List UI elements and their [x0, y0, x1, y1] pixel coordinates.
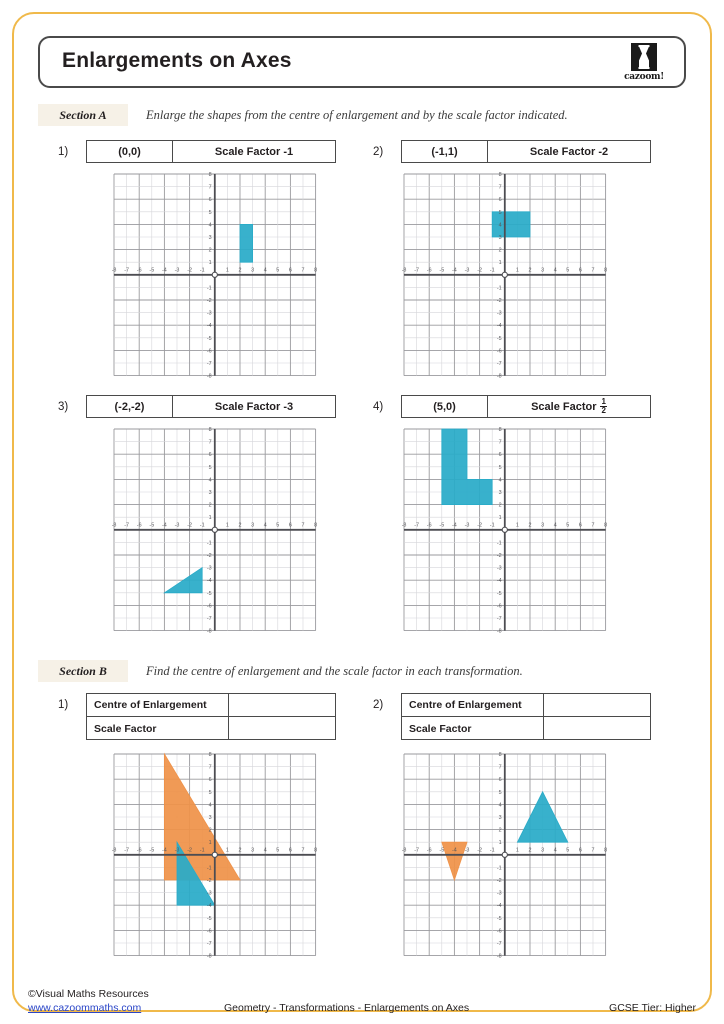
- svg-text:-6: -6: [426, 267, 432, 274]
- svg-text:-6: -6: [426, 522, 432, 529]
- question-number-a2: 2): [373, 146, 384, 158]
- svg-text:-2: -2: [206, 877, 212, 884]
- svg-text:6: 6: [578, 267, 582, 274]
- svg-text:2: 2: [498, 247, 502, 254]
- svg-text:-1: -1: [199, 847, 205, 854]
- svg-text:4: 4: [553, 522, 557, 529]
- footer: [28, 988, 696, 1018]
- svg-text:3: 3: [251, 267, 255, 274]
- svg-text:-4: -4: [452, 522, 457, 529]
- svg-text:3: 3: [251, 522, 255, 529]
- question-number-a3: 3): [58, 401, 69, 413]
- cazoom-vase-icon: [631, 43, 657, 71]
- svg-text:-5: -5: [496, 590, 502, 597]
- centre-of-enlargement-answer-b2[interactable]: [544, 694, 650, 716]
- svg-text:-1: -1: [496, 865, 502, 872]
- svg-text:-1: -1: [206, 540, 212, 547]
- svg-text:-3: -3: [464, 522, 470, 529]
- svg-text:2: 2: [208, 502, 212, 509]
- svg-text:2: 2: [208, 827, 212, 834]
- svg-text:-4: -4: [162, 847, 167, 854]
- svg-text:8: 8: [498, 172, 502, 178]
- svg-text:1: 1: [515, 522, 519, 529]
- footer-topic: Geometry - Transformations - Enlargements on Axes: [224, 1002, 470, 1014]
- section-b-header: [38, 660, 686, 682]
- svg-text:1: 1: [208, 260, 212, 267]
- svg-text:-8: -8: [402, 847, 407, 854]
- svg-text:-3: -3: [496, 310, 502, 317]
- footer-copyright: ©Visual Maths Resources: [28, 988, 149, 1000]
- svg-text:-4: -4: [496, 903, 502, 910]
- svg-text:-1: -1: [496, 540, 502, 547]
- svg-text:-3: -3: [496, 565, 502, 572]
- svg-text:7: 7: [301, 522, 305, 529]
- svg-text:-8: -8: [112, 847, 117, 854]
- svg-text:8: 8: [314, 847, 318, 854]
- svg-text:-7: -7: [124, 847, 129, 854]
- grid-b2[interactable]: [402, 752, 608, 958]
- svg-text:-3: -3: [174, 267, 180, 274]
- svg-text:7: 7: [301, 267, 305, 274]
- svg-text:2: 2: [238, 847, 242, 854]
- svg-text:2: 2: [238, 522, 242, 529]
- svg-text:8: 8: [314, 522, 318, 529]
- svg-text:7: 7: [208, 439, 212, 446]
- scale-factor-answer-b2[interactable]: [544, 717, 650, 740]
- svg-text:4: 4: [208, 802, 212, 809]
- svg-text:-7: -7: [124, 522, 129, 529]
- grid-a2[interactable]: [402, 172, 608, 378]
- svg-text:-2: -2: [187, 522, 192, 529]
- svg-text:7: 7: [498, 184, 502, 191]
- svg-text:-7: -7: [206, 360, 212, 367]
- svg-text:-3: -3: [206, 565, 212, 572]
- svg-text:-8: -8: [402, 267, 407, 274]
- grid-a1[interactable]: [112, 172, 318, 378]
- svg-text:6: 6: [578, 847, 582, 854]
- svg-text:-6: -6: [136, 847, 142, 854]
- svg-text:1: 1: [515, 267, 519, 274]
- svg-text:7: 7: [208, 184, 212, 191]
- centre-of-enlargement-a2: (-1,1): [402, 141, 488, 162]
- svg-text:2: 2: [498, 827, 502, 834]
- svg-text:1: 1: [515, 847, 519, 854]
- svg-text:-4: -4: [206, 323, 212, 330]
- svg-text:-8: -8: [496, 373, 502, 378]
- svg-text:2: 2: [528, 522, 532, 529]
- svg-text:3: 3: [498, 814, 502, 821]
- svg-text:3: 3: [498, 489, 502, 496]
- svg-text:-5: -5: [149, 847, 155, 854]
- svg-text:-6: -6: [206, 928, 212, 935]
- centre-of-enlargement-a1: (0,0): [87, 141, 173, 162]
- svg-text:-5: -5: [439, 267, 445, 274]
- centre-of-enlargement-answer-b1[interactable]: [229, 694, 335, 716]
- svg-text:-6: -6: [136, 267, 142, 274]
- scale-factor-a4: [488, 396, 650, 417]
- svg-text:1: 1: [498, 260, 502, 267]
- svg-text:-2: -2: [477, 267, 482, 274]
- answer-table-b1: [86, 693, 336, 740]
- svg-text:7: 7: [591, 267, 595, 274]
- svg-text:-6: -6: [496, 928, 502, 935]
- section-a-tag: Section A: [38, 104, 128, 126]
- svg-text:-4: -4: [496, 578, 502, 585]
- svg-text:-5: -5: [149, 522, 155, 529]
- svg-text:4: 4: [498, 802, 502, 809]
- svg-text:3: 3: [208, 489, 212, 496]
- section-b-description: Find the centre of enlargement and the scale factor in each transformation.: [146, 663, 523, 678]
- logo-wordmark: cazoom!: [624, 72, 664, 82]
- svg-text:-8: -8: [496, 628, 502, 633]
- table-row: [87, 717, 335, 740]
- svg-text:8: 8: [604, 847, 608, 854]
- svg-text:-8: -8: [206, 373, 212, 378]
- svg-text:-7: -7: [414, 267, 419, 274]
- scale-factor-a2: Scale Factor -2: [529, 145, 609, 158]
- svg-text:-4: -4: [452, 847, 457, 854]
- svg-text:-2: -2: [496, 297, 502, 304]
- scale-factor-a4-fraction: [600, 398, 606, 415]
- svg-text:-5: -5: [206, 590, 212, 597]
- svg-text:-4: -4: [206, 578, 212, 585]
- question-header-a2: [401, 140, 651, 163]
- svg-text:7: 7: [591, 522, 595, 529]
- svg-text:-3: -3: [174, 522, 180, 529]
- svg-text:-2: -2: [187, 847, 192, 854]
- svg-text:-7: -7: [206, 615, 212, 622]
- question-header-a1: [86, 140, 336, 163]
- svg-text:-1: -1: [206, 865, 212, 872]
- svg-text:2: 2: [528, 267, 532, 274]
- svg-text:-5: -5: [149, 267, 155, 274]
- svg-text:3: 3: [498, 234, 502, 241]
- svg-text:3: 3: [541, 522, 545, 529]
- svg-text:-1: -1: [206, 285, 212, 292]
- centre-of-enlargement-a3: (-2,-2): [87, 396, 173, 417]
- question-number-b1: 1): [58, 699, 69, 711]
- svg-text:6: 6: [288, 847, 292, 854]
- centre-of-enlargement-label-b1: Centre of Enlargement: [87, 694, 229, 716]
- svg-text:-3: -3: [206, 890, 212, 897]
- scale-factor-a3: Scale Factor -3: [214, 400, 294, 413]
- svg-text:-2: -2: [206, 297, 212, 304]
- svg-text:-5: -5: [439, 847, 445, 854]
- svg-text:8: 8: [498, 752, 502, 758]
- svg-text:-4: -4: [162, 267, 167, 274]
- svg-text:-1: -1: [199, 267, 205, 274]
- svg-text:7: 7: [498, 764, 502, 771]
- svg-text:1: 1: [225, 522, 229, 529]
- svg-text:-2: -2: [496, 552, 502, 559]
- svg-text:8: 8: [604, 522, 608, 529]
- svg-text:5: 5: [498, 789, 502, 796]
- grid-b1[interactable]: [112, 752, 318, 958]
- svg-text:6: 6: [498, 452, 502, 459]
- question-number-a1: 1): [58, 146, 69, 158]
- svg-text:3: 3: [541, 847, 545, 854]
- svg-text:6: 6: [288, 267, 292, 274]
- svg-text:3: 3: [208, 234, 212, 241]
- svg-text:-2: -2: [496, 877, 502, 884]
- svg-text:-5: -5: [206, 335, 212, 342]
- svg-text:7: 7: [498, 439, 502, 446]
- svg-text:-8: -8: [402, 522, 407, 529]
- grid-a3[interactable]: [112, 427, 318, 633]
- svg-text:-7: -7: [414, 847, 419, 854]
- svg-text:5: 5: [276, 267, 280, 274]
- svg-text:4: 4: [553, 267, 557, 274]
- svg-text:8: 8: [604, 267, 608, 274]
- svg-text:-3: -3: [464, 267, 470, 274]
- svg-text:-2: -2: [477, 847, 482, 854]
- scale-factor-label-b2: Scale Factor: [402, 717, 544, 740]
- svg-text:-6: -6: [206, 348, 212, 355]
- footer-tier: GCSE Tier: Higher: [609, 1002, 696, 1014]
- svg-text:5: 5: [498, 464, 502, 471]
- svg-text:5: 5: [498, 209, 502, 216]
- question-number-b2: 2): [373, 699, 384, 711]
- svg-text:7: 7: [301, 847, 305, 854]
- svg-text:2: 2: [528, 847, 532, 854]
- svg-text:5: 5: [208, 464, 212, 471]
- svg-text:6: 6: [208, 452, 212, 459]
- svg-text:5: 5: [276, 847, 280, 854]
- fraction-denominator: 2: [601, 406, 606, 415]
- svg-text:-8: -8: [112, 267, 117, 274]
- svg-text:5: 5: [276, 522, 280, 529]
- svg-text:-4: -4: [496, 323, 502, 330]
- svg-text:2: 2: [238, 267, 242, 274]
- title-bar: [38, 36, 686, 88]
- svg-text:3: 3: [251, 847, 255, 854]
- svg-text:-3: -3: [496, 890, 502, 897]
- svg-text:4: 4: [263, 522, 267, 529]
- svg-text:-8: -8: [112, 522, 117, 529]
- svg-text:-7: -7: [124, 267, 129, 274]
- svg-text:6: 6: [208, 197, 212, 204]
- svg-text:6: 6: [288, 522, 292, 529]
- question-header-a4: [401, 395, 651, 418]
- svg-text:-5: -5: [496, 915, 502, 922]
- answer-table-b2: [401, 693, 651, 740]
- svg-text:-7: -7: [496, 615, 502, 622]
- svg-text:4: 4: [208, 222, 212, 229]
- footer-website-link[interactable]: www.cazoommaths.com: [28, 1002, 142, 1014]
- fraction-numerator: 1: [601, 397, 606, 406]
- svg-text:-3: -3: [206, 310, 212, 317]
- svg-text:4: 4: [498, 477, 502, 484]
- svg-text:8: 8: [208, 427, 212, 433]
- svg-text:-7: -7: [496, 360, 502, 367]
- scale-factor-a4-text: Scale Factor: [531, 400, 597, 413]
- centre-of-enlargement-a4: (5,0): [402, 396, 488, 417]
- table-row: [402, 694, 650, 717]
- svg-text:-4: -4: [162, 522, 167, 529]
- svg-text:-3: -3: [464, 847, 470, 854]
- svg-text:1: 1: [208, 515, 212, 522]
- svg-text:-4: -4: [206, 903, 212, 910]
- svg-text:-5: -5: [206, 915, 212, 922]
- centre-of-enlargement-label-b2: Centre of Enlargement: [402, 694, 544, 716]
- svg-text:4: 4: [498, 222, 502, 229]
- svg-text:-8: -8: [496, 953, 502, 958]
- svg-text:1: 1: [498, 515, 502, 522]
- svg-text:-1: -1: [489, 267, 495, 274]
- svg-text:-4: -4: [452, 267, 457, 274]
- svg-text:5: 5: [208, 789, 212, 796]
- svg-text:1: 1: [225, 267, 229, 274]
- svg-text:-1: -1: [199, 522, 205, 529]
- grid-a4[interactable]: [402, 427, 608, 633]
- svg-text:4: 4: [553, 847, 557, 854]
- svg-text:-7: -7: [496, 940, 502, 947]
- svg-text:7: 7: [591, 847, 595, 854]
- section-b-tag: Section B: [38, 660, 128, 682]
- svg-text:1: 1: [208, 840, 212, 847]
- svg-text:1: 1: [225, 847, 229, 854]
- teal-rectangle: [240, 224, 253, 262]
- cazoom-logo: [616, 43, 672, 85]
- svg-text:-2: -2: [206, 552, 212, 559]
- svg-text:7: 7: [208, 764, 212, 771]
- svg-text:3: 3: [541, 267, 545, 274]
- svg-text:-8: -8: [206, 628, 212, 633]
- table-row: [87, 694, 335, 717]
- svg-text:3: 3: [208, 814, 212, 821]
- svg-text:-1: -1: [489, 847, 495, 854]
- svg-text:6: 6: [498, 777, 502, 784]
- svg-text:-1: -1: [489, 522, 495, 529]
- svg-text:5: 5: [566, 847, 570, 854]
- section-a-header: [38, 104, 686, 126]
- svg-text:6: 6: [208, 777, 212, 784]
- svg-text:1: 1: [498, 840, 502, 847]
- svg-text:2: 2: [498, 502, 502, 509]
- svg-text:5: 5: [566, 267, 570, 274]
- svg-text:-3: -3: [174, 847, 180, 854]
- scale-factor-label-b1: Scale Factor: [87, 717, 229, 740]
- svg-text:-2: -2: [187, 267, 192, 274]
- page-title: Enlargements on Axes: [62, 49, 292, 72]
- svg-text:5: 5: [566, 522, 570, 529]
- svg-text:4: 4: [263, 847, 267, 854]
- svg-text:4: 4: [263, 267, 267, 274]
- svg-text:6: 6: [498, 197, 502, 204]
- question-number-a4: 4): [373, 401, 384, 413]
- svg-text:-6: -6: [496, 603, 502, 610]
- svg-text:-6: -6: [206, 603, 212, 610]
- svg-text:-6: -6: [136, 522, 142, 529]
- svg-text:-2: -2: [477, 522, 482, 529]
- svg-text:8: 8: [208, 172, 212, 178]
- svg-text:-8: -8: [206, 953, 212, 958]
- table-row: [402, 717, 650, 740]
- svg-text:-5: -5: [439, 522, 445, 529]
- svg-text:2: 2: [208, 247, 212, 254]
- svg-text:-5: -5: [496, 335, 502, 342]
- scale-factor-answer-b1[interactable]: [229, 717, 335, 740]
- svg-text:-6: -6: [426, 847, 432, 854]
- svg-text:-1: -1: [496, 285, 502, 292]
- svg-text:-6: -6: [496, 348, 502, 355]
- svg-text:4: 4: [208, 477, 212, 484]
- svg-text:6: 6: [578, 522, 582, 529]
- question-header-a3: [86, 395, 336, 418]
- svg-text:-7: -7: [414, 522, 419, 529]
- svg-text:8: 8: [208, 752, 212, 758]
- svg-text:-7: -7: [206, 940, 212, 947]
- svg-text:8: 8: [498, 427, 502, 433]
- section-a-description: Enlarge the shapes from the centre of enlargement and by the scale factor indicated.: [146, 107, 568, 122]
- scale-factor-a1: Scale Factor -1: [214, 145, 294, 158]
- svg-text:8: 8: [314, 267, 318, 274]
- svg-text:5: 5: [208, 209, 212, 216]
